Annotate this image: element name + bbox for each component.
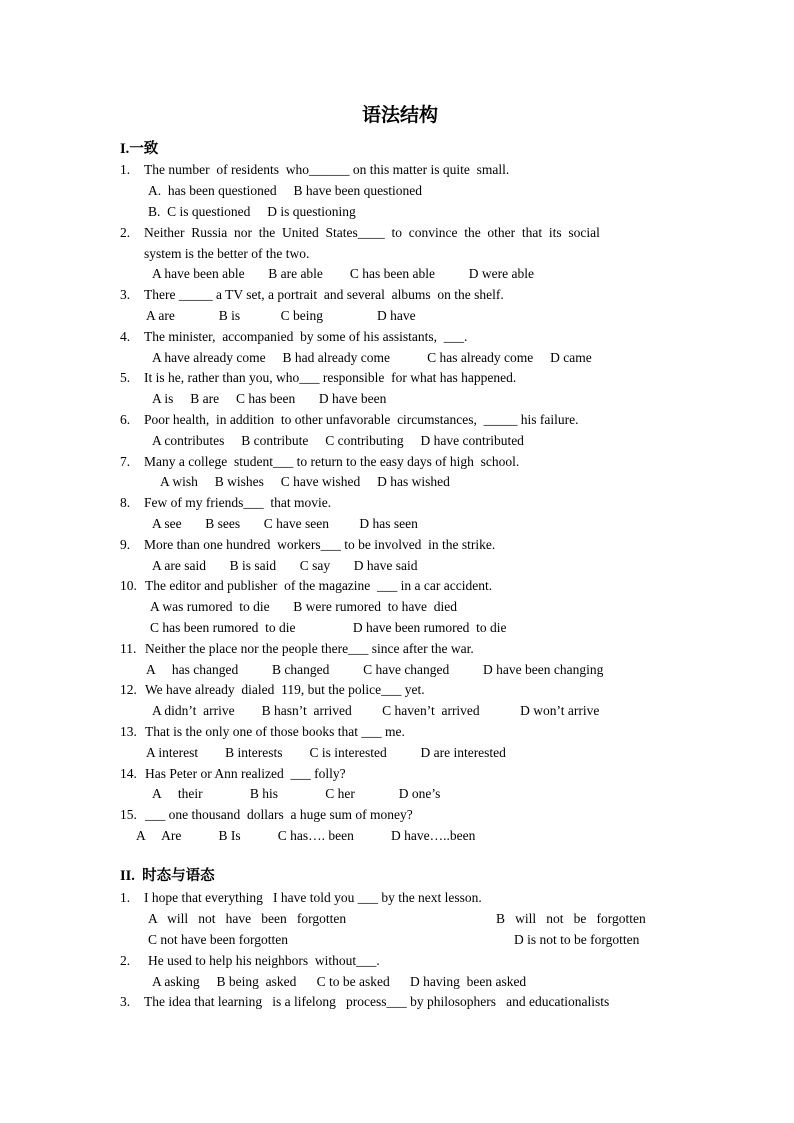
question-number: 13. [120,724,137,739]
answer-options: A are said B is said C say D have said [152,558,418,573]
question-number: 1. [120,162,131,177]
answer-options: B. C is questioned D is questioning [148,204,356,219]
question-number: 2. [120,225,131,240]
question-stem: That is the only one of those books that ___ me. [145,724,405,739]
question-stem: Neither the place nor the people there___ since after the war. [145,641,474,656]
section-heading: II. 时态与语态 [120,868,215,884]
question-stem: The editor and publisher of the magazine ___ in a car accident. [145,578,493,593]
question-number: 2. [120,953,131,968]
question-number: 7. [120,454,131,469]
answer-options: A was rumored to die B were rumored to have died [150,599,458,614]
question-number: 5. [120,370,131,385]
answer-options: A have already come B had already come C has already come D came [152,350,592,365]
section-heading: I.一致 [120,141,159,157]
question-number: 3. [120,287,131,302]
question-number: 15. [120,807,137,822]
question-stem: I hope that everything I have told you ___ by the next lesson. [144,890,482,905]
question-number: 4. [120,329,131,344]
answer-options: A Are B Is C has…. been D have…..been [136,828,476,843]
question-stem: The number of residents who______ on this matter is quite small. [144,162,510,177]
answer-options: A didn’t arrive B hasn’t arrived C haven’t arrived D won’t arrive [152,703,600,718]
question-stem: We have already dialed 119, but the police___ yet. [145,682,425,697]
question-stem: Few of my friends___ that movie. [144,495,332,510]
question-stem: The idea that learning is a lifelong process___ by philosophers and educationalists [144,994,610,1009]
question-number: 14. [120,766,137,781]
answer-options: A their B his C her D one’s [152,786,441,801]
answer-option: C not have been forgotten [148,932,288,947]
question-stem: Many a college student___ to return to the easy days of high school. [144,454,520,469]
answer-options: A. has been questioned B have been questioned [148,183,423,198]
question-number: 3. [120,994,131,1009]
question-stem: ___ one thousand dollars a huge sum of money? [145,807,413,822]
answer-option: B will not be forgotten [496,911,646,926]
question-number: 8. [120,495,131,510]
question-stem: It is he, rather than you, who___ responsible for what has happened. [144,370,517,385]
question-number: 12. [120,682,137,697]
question-stem: More than one hundred workers___ to be involved in the strike. [144,537,496,552]
answer-options: C has been rumored to die D have been rumored to die [150,620,507,635]
answer-options: A wish B wishes C have wished D has wished [160,474,450,489]
question-stem: Has Peter or Ann realized ___ folly? [145,766,346,781]
question-number: 6. [120,412,131,427]
answer-options: A are B is C being D have [146,308,416,323]
page-title: 语法结构 [362,105,439,126]
answer-option: A will not have been forgotten [148,911,347,926]
answer-options: A interest B interests C is interested D are interested [146,745,506,760]
question-stem: Neither Russia nor the United States____ to convince the other that its social [144,225,600,240]
question-number: 10. [120,578,137,593]
question-stem-continued: system is the better of the two. [144,246,310,261]
answer-options: A has changed B changed C have changed D have been changing [146,662,604,677]
question-stem: He used to help his neighbors without___. [148,953,380,968]
question-number: 9. [120,537,131,552]
question-stem: The minister, accompanied by some of his assistants, ___. [144,329,468,344]
answer-options: A contributes B contribute C contributing D have contributed [152,433,524,448]
question-number: 11. [120,641,137,656]
answer-options: A see B sees C have seen D has seen [152,516,418,531]
answer-options: A asking B being asked C to be asked D having been asked [152,974,527,989]
answer-options: A is B are C has been D have been [152,391,387,406]
answer-options: A have been able B are able C has been able D were able [152,266,534,281]
question-stem: Poor health, in addition to other unfavorable circumstances, _____ his failure. [144,412,579,427]
answer-option: D is not to be forgotten [514,932,640,947]
question-number: 1. [120,890,131,905]
question-stem: There _____ a TV set, a portrait and several albums on the shelf. [144,287,504,302]
